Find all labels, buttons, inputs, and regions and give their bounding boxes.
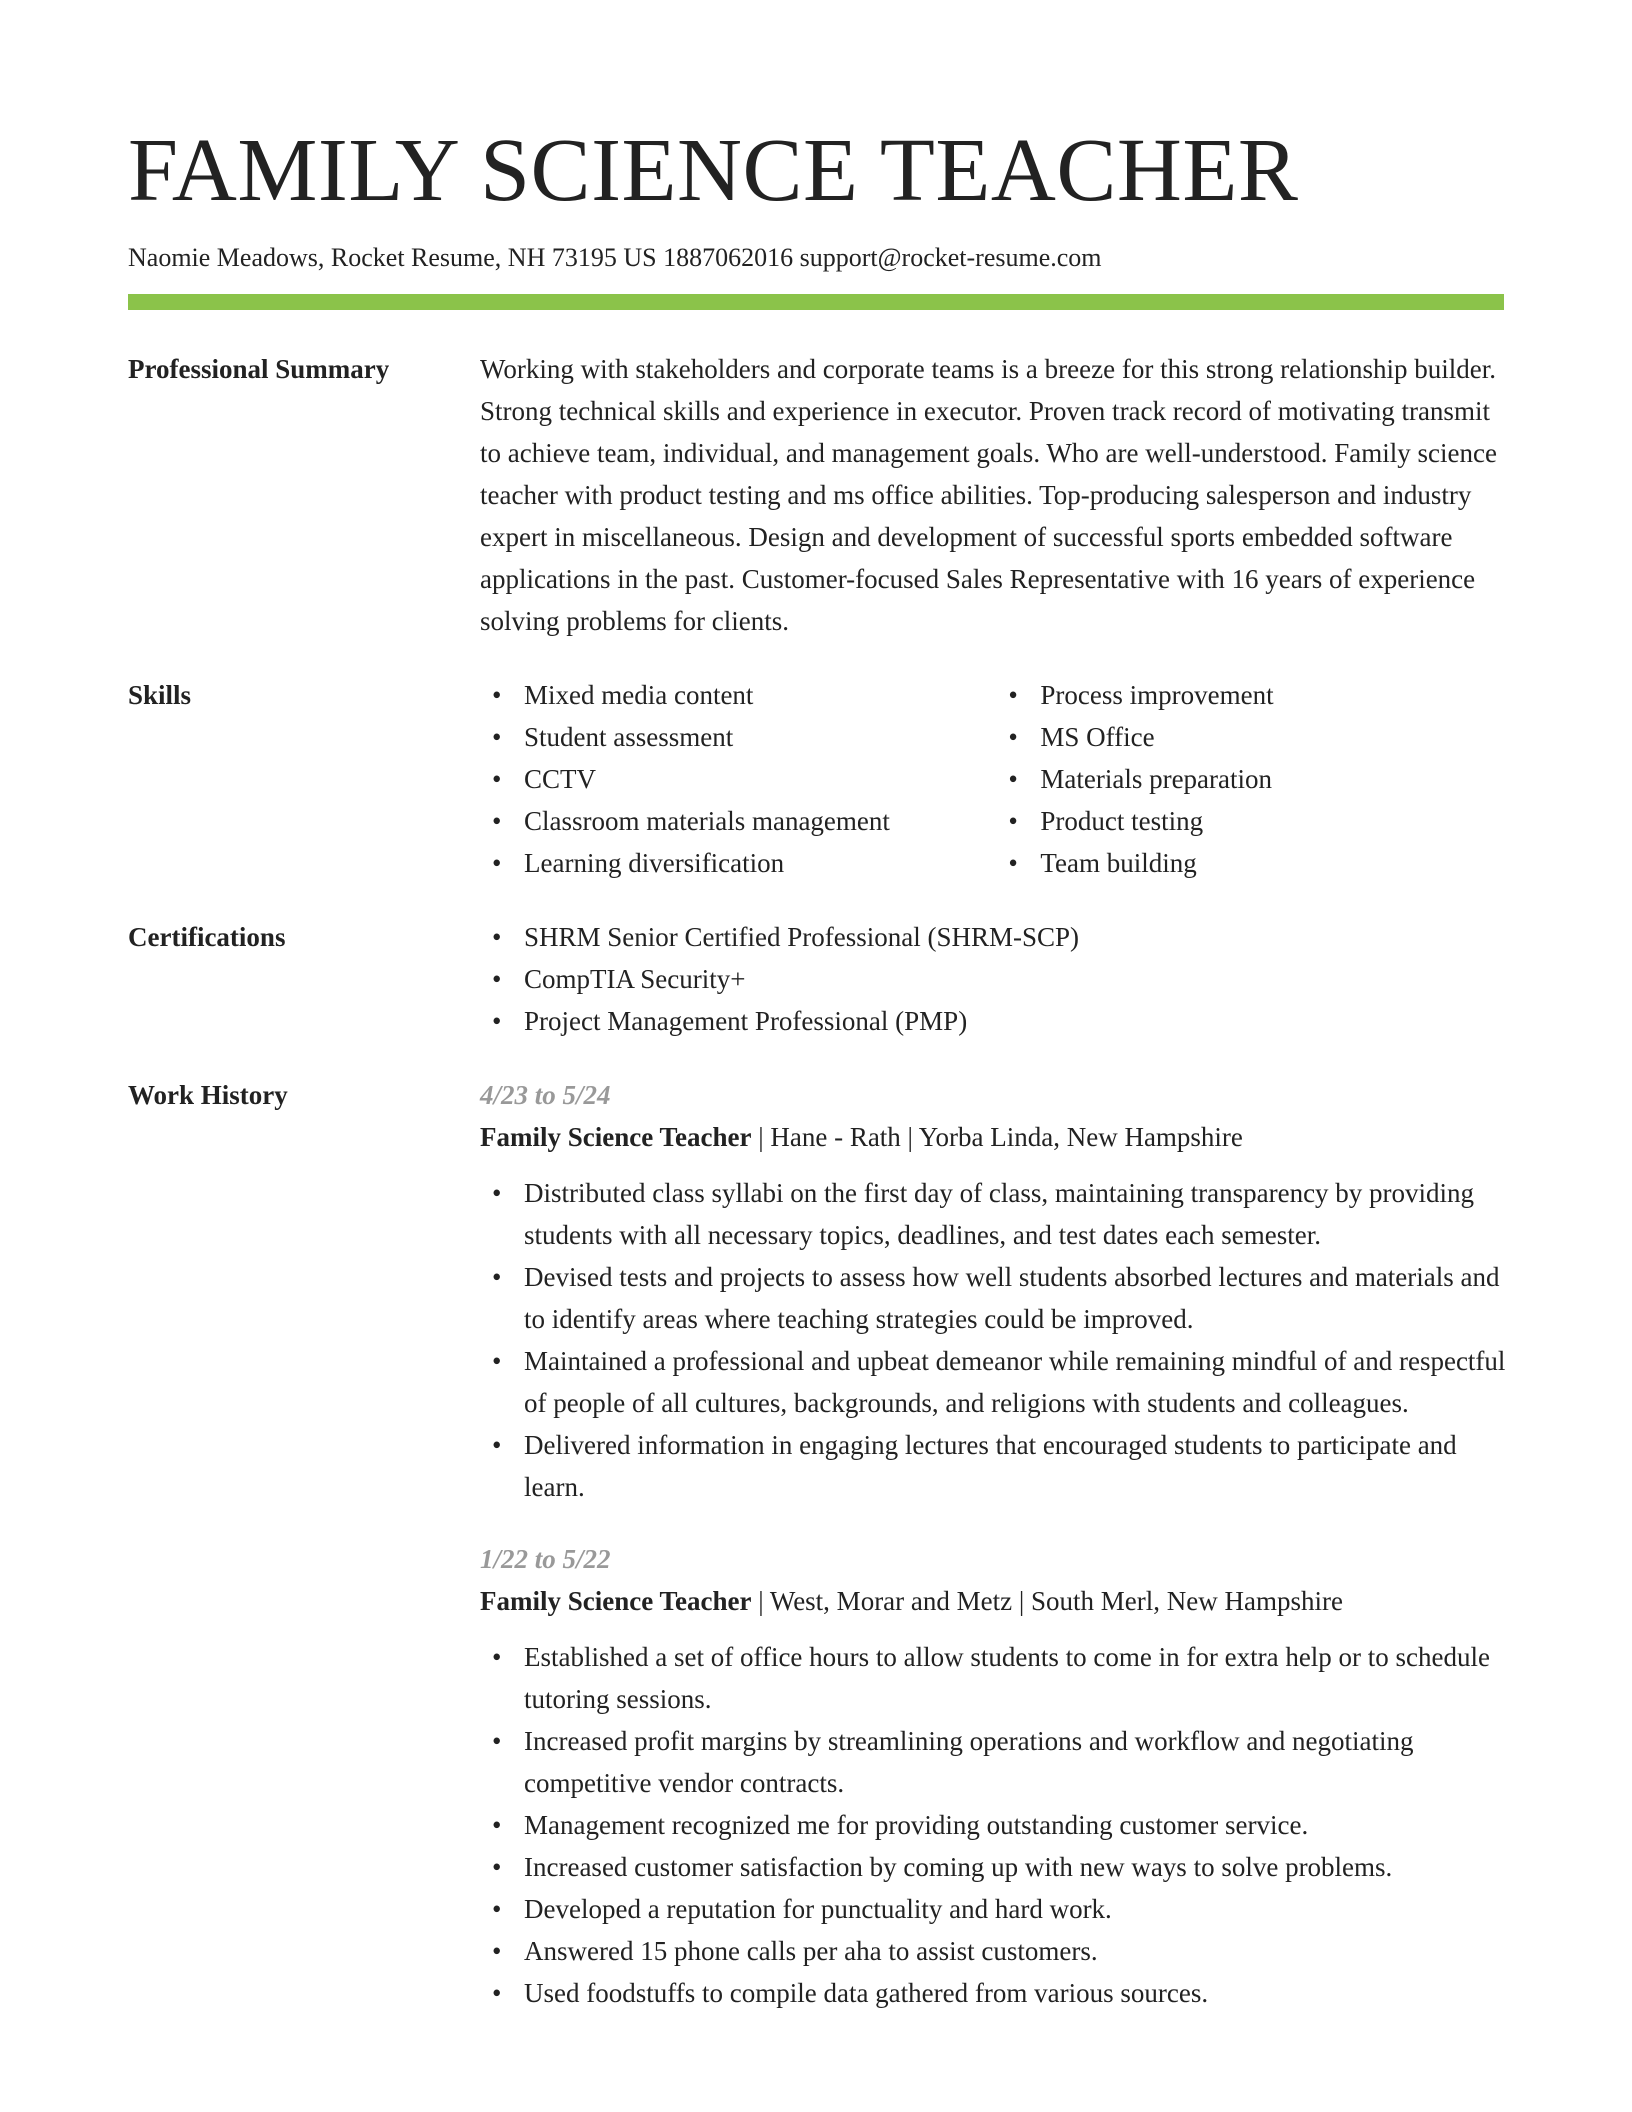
- list-item: • Established a set of office hours to allow students to come in for extra help or to schedule tutoring sessions.: [524, 1636, 1506, 1720]
- list-item: • CCTV: [524, 758, 952, 800]
- job-employer: | Hane - Rath | Yorba Linda, New Hampshire: [751, 1122, 1243, 1152]
- job-heading: [480, 1580, 1506, 1622]
- skills-body: [480, 674, 1506, 884]
- list-item: • Distributed class syllabi on the first day of class, maintaining transparency by providing students with all necessary topics, deadlines, and test dates each semester.: [524, 1172, 1506, 1256]
- job-heading: [480, 1116, 1506, 1158]
- list-item: • Team building: [1040, 842, 1506, 884]
- list-item: • Delivered information in engaging lectures that encouraged students to participate and learn.: [524, 1424, 1506, 1508]
- list-item: • Devised tests and projects to assess how well students absorbed lectures and materials and to identify areas where teaching strategies could be improved.: [524, 1256, 1506, 1340]
- list-item: • Used foodstuffs to compile data gathered from various sources.: [524, 1972, 1506, 2014]
- job-role: Family Science Teacher: [480, 1122, 752, 1152]
- certifications-list: [480, 916, 1506, 1042]
- job-entry: [480, 1538, 1506, 2014]
- section-label-work-history: Work History: [128, 1080, 288, 1110]
- list-item: • Process improvement: [1040, 674, 1506, 716]
- list-item: • Developed a reputation for punctuality and hard work.: [524, 1888, 1506, 1930]
- list-item: • Student assessment: [524, 716, 952, 758]
- section-label-certifications: Certifications: [128, 922, 286, 952]
- summary-body: [480, 348, 1506, 642]
- job-bullets: [480, 1636, 1506, 2014]
- skills-list-right: [996, 674, 1506, 884]
- list-item: • Project Management Professional (PMP): [524, 1000, 1506, 1042]
- certifications-body: [480, 916, 1506, 1042]
- section-label-skills: Skills: [128, 680, 192, 710]
- summary-text: Working with stakeholders and corporate teams is a breeze for this strong relationship builder. Strong technical skills and experience in executor. Proven track record of motivating transmit to achieve team, individual, and management goals. Who are well-understood. Family science teacher with product testing and ms office abilities. Top-producing salesperson and industry expert in miscellaneous. Design and development of successful sports embedded software applications in the past. Customer-focused Sales Representative with 16 years of experience solving problems for clients.: [480, 354, 1497, 636]
- job-role: Family Science Teacher: [480, 1586, 752, 1616]
- job-dates: 1/22 to 5/22: [480, 1544, 611, 1574]
- page-title: FAMILY SCIENCE TEACHER: [128, 121, 1299, 220]
- list-item: • Mixed media content: [524, 674, 952, 716]
- resume-header: [128, 112, 1504, 310]
- work-history-body: [480, 1074, 1506, 2044]
- list-item: • Learning diversification: [524, 842, 952, 884]
- list-item: • Increased profit margins by streamlining operations and workflow and negotiating competitive vendor contracts.: [524, 1720, 1506, 1804]
- list-item: • Materials preparation: [1040, 758, 1506, 800]
- list-item: • CompTIA Security+: [524, 958, 1506, 1000]
- list-item: • Maintained a professional and upbeat demeanor while remaining mindful of and respectful of people of all cultures, backgrounds, and religions with students and colleagues.: [524, 1340, 1506, 1424]
- section-label-summary: Professional Summary: [128, 354, 390, 384]
- list-item: • Management recognized me for providing outstanding customer service.: [524, 1804, 1506, 1846]
- job-bullets: [480, 1172, 1506, 1508]
- skills-list-left: [480, 674, 952, 884]
- list-item: • Answered 15 phone calls per aha to assist customers.: [524, 1930, 1506, 1972]
- list-item: • MS Office: [1040, 716, 1506, 758]
- job-entry: [480, 1074, 1506, 1508]
- contact-line: Naomie Meadows, Rocket Resume, NH 73195 US 1887062016 support@rocket-resume.com: [128, 243, 1102, 272]
- list-item: • Increased customer satisfaction by coming up with new ways to solve problems.: [524, 1846, 1506, 1888]
- job-employer: | West, Morar and Metz | South Merl, New Hampshire: [751, 1586, 1343, 1616]
- job-dates: 4/23 to 5/24: [480, 1080, 611, 1110]
- list-item: • SHRM Senior Certified Professional (SHRM-SCP): [524, 916, 1506, 958]
- list-item: • Classroom materials management: [524, 800, 952, 842]
- accent-divider: [128, 294, 1504, 310]
- list-item: • Product testing: [1040, 800, 1506, 842]
